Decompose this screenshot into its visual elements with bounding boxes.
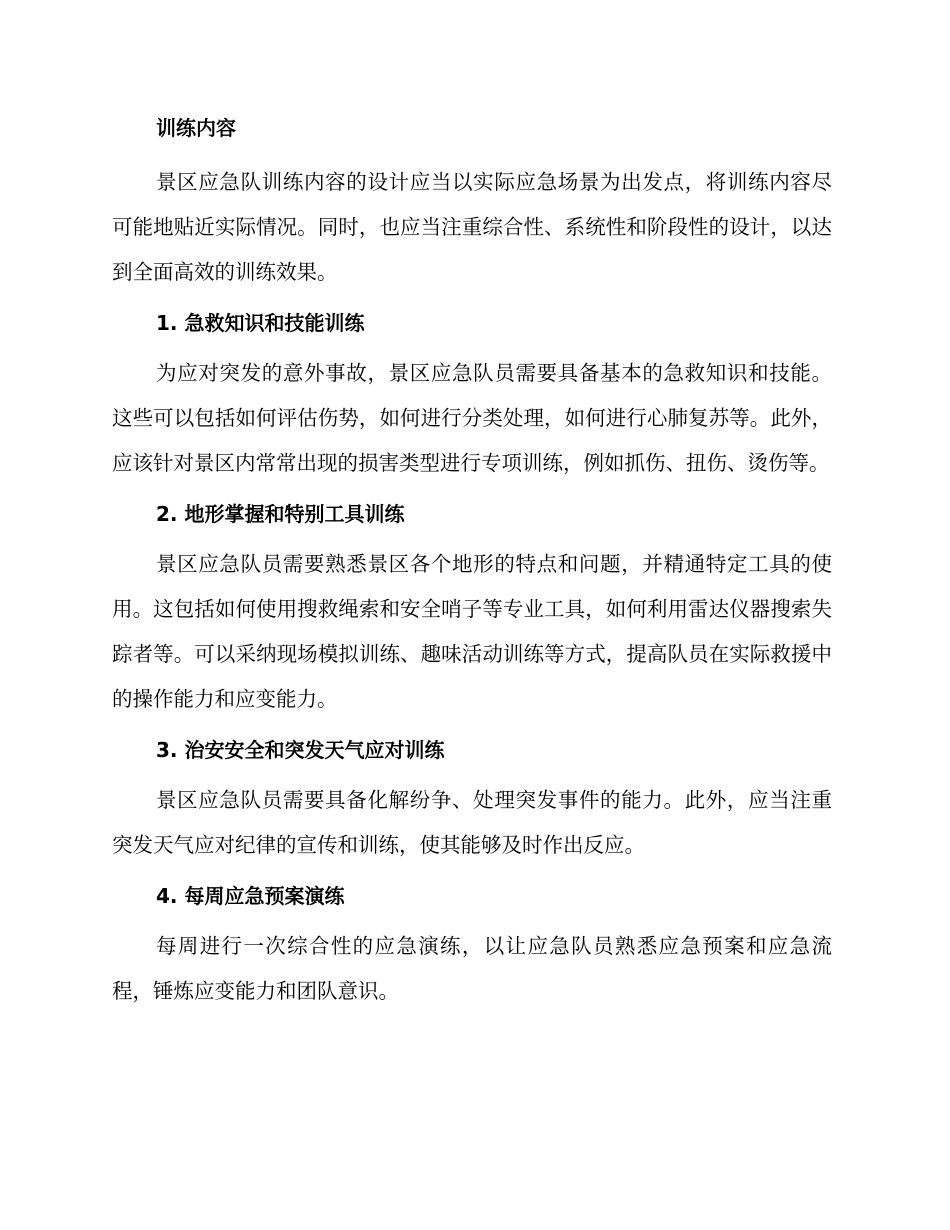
section-body-2: 景区应急队员需要熟悉景区各个地形的特点和问题，并精通特定工具的使用。这包括如何使用搜救绳索和安全哨子等专业工具，如何利用雷达仪器搜索失踪者等。可以采纳现场模拟训练、趣味活动训练等方式，提高队员在实际救援中的操作能力和应变能力。 (112, 552, 832, 711)
section-body-1: 为应对突发的意外事故，景区应急队员需要具备基本的急救知识和技能。这些可以包括如何评估伤势，如何进行分类处理，如何进行心肺复苏等。此外，应该针对景区内常常出现的损害类型进行专项训练，例如抓伤、扭伤、烫伤等。 (112, 361, 832, 475)
page-title: 训练内容 (156, 116, 236, 140)
document-body (112, 108, 832, 1022)
section-heading-2: 2. 地形掌握和特别工具训练 (156, 502, 405, 526)
section-heading-3: 3. 治安安全和突发天气应对训练 (156, 738, 445, 762)
intro-paragraph: 景区应急队训练内容的设计应当以实际应急场景为出发点，将训练内容尽可能地贴近实际情况。同时，也应当注重综合性、系统性和阶段性的设计，以达到全面高效的训练效果。 (112, 170, 832, 284)
section-body-3: 景区应急队员需要具备化解纷争、处理突发事件的能力。此外，应当注重突发天气应对纪律的宣传和训练，使其能够及时作出反应。 (112, 788, 832, 857)
section-heading-1: 1. 急救知识和技能训练 (156, 311, 365, 335)
section-body-4: 每周进行一次综合性的应急演练，以让应急队员熟悉应急预案和应急流程，锤炼应变能力和团队意识。 (112, 934, 832, 1003)
section-heading-4: 4. 每周应急预案演练 (156, 884, 345, 908)
